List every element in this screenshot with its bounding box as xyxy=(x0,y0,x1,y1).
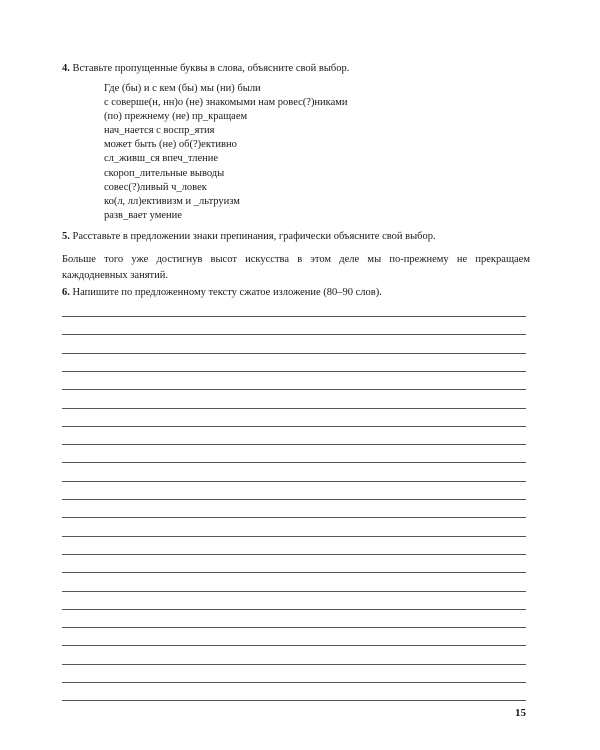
writing-line[interactable] xyxy=(62,591,526,592)
page-number: 15 xyxy=(515,707,526,719)
writing-line[interactable] xyxy=(62,408,526,409)
writing-line[interactable] xyxy=(62,664,526,665)
writing-line[interactable] xyxy=(62,536,526,537)
task-5-text: Расставьте в предложении знаки препинания, графически объясните свой выбор. xyxy=(69,231,436,242)
task-6-number: 6. xyxy=(62,287,70,298)
list-item: скороп_лительные выводы xyxy=(104,167,225,179)
writing-line[interactable] xyxy=(62,334,526,335)
list-item: Где (бы) и с кем (бы) мы (ни) были xyxy=(104,83,261,94)
task-5-number: 5. xyxy=(62,231,70,242)
list-item: может быть (не) об(?)ективно xyxy=(104,139,237,151)
writing-line[interactable] xyxy=(62,371,526,372)
writing-line[interactable] xyxy=(62,426,526,427)
writing-lines-area[interactable] xyxy=(62,0,526,750)
list-item: разв_вает умение xyxy=(104,209,182,221)
writing-line[interactable] xyxy=(62,700,526,701)
list-item: ко(л, лл)ективизм и _льтруизм xyxy=(104,195,240,207)
writing-line[interactable] xyxy=(62,517,526,518)
task-4-number: 4. xyxy=(62,63,70,74)
task-6-text: Напишите по предложенному тексту сжатое изложение (80–90 слов). xyxy=(69,287,382,298)
list-item: сл_живш_ся впеч_тление xyxy=(104,153,219,165)
writing-line[interactable] xyxy=(62,572,526,573)
writing-line[interactable] xyxy=(62,389,526,390)
writing-line[interactable] xyxy=(62,444,526,445)
writing-line[interactable] xyxy=(62,316,526,317)
writing-line[interactable] xyxy=(62,481,526,482)
list-item: (по) прежнему (не) пр_кращаем xyxy=(104,111,248,123)
writing-line[interactable] xyxy=(62,682,526,683)
writing-line[interactable] xyxy=(62,462,526,463)
writing-line[interactable] xyxy=(62,609,526,610)
task-5-sentence: Больше того уже достигнув высот искусства в этом деле мы по-прежнему не прекращаем каждодневных занятий. xyxy=(62,254,530,281)
writing-line[interactable] xyxy=(62,627,526,628)
writing-line[interactable] xyxy=(62,499,526,500)
writing-line[interactable] xyxy=(62,353,526,354)
writing-line[interactable] xyxy=(62,554,526,555)
task-4-text: Вставьте пропущенные буквы в слова, объясните свой выбор. xyxy=(69,63,350,74)
writing-line[interactable] xyxy=(62,645,526,646)
list-item: совес(?)ливый ч_ловек xyxy=(104,181,207,193)
list-item: нач_нается с воспр_ятия xyxy=(104,125,215,137)
list-item: с соверше(н, нн)о (не) знакомыми нам ровес(?)никами xyxy=(104,97,348,109)
